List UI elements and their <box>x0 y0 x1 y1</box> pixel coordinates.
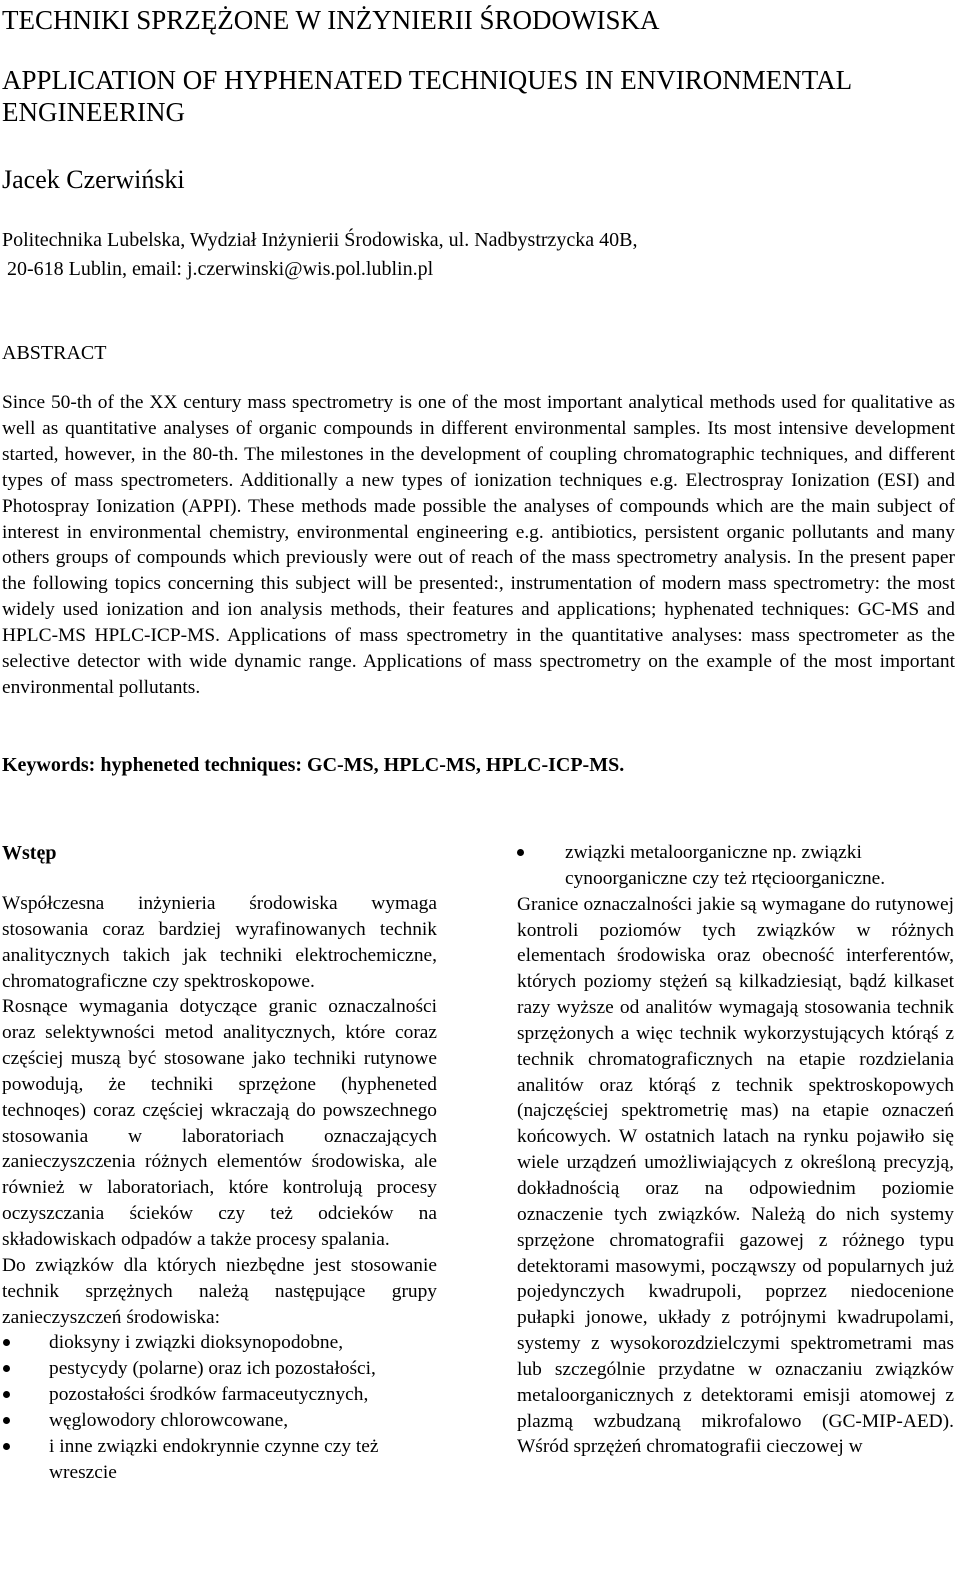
list-item: i inne związki endokrynnie czynne czy też wreszcie <box>2 1434 437 1486</box>
bullet-icon <box>3 1365 10 1372</box>
pollutant-list-continued <box>545 840 954 892</box>
list-item: pozostałości środków farmaceutycznych, <box>2 1382 437 1408</box>
intro-paragraph-3: Do związków dla których niezbędne jest stosowanie technik sprzężnych należą następujące grupy zanieczyszczeń środowiska: <box>2 1254 437 1328</box>
list-item: dioksyny i związki dioksynopodobne, <box>2 1330 437 1356</box>
intro-paragraph-1: Współczesna inżynieria środowiska wymaga stosowania coraz bardziej wyrafinowanych technik analitycznych takich jak techniki elektrochemiczne, chromatograficzne czy spektroskopowe. <box>2 893 437 992</box>
bullet-icon <box>3 1417 10 1424</box>
intro-paragraph-2: Rosnące wymagania dotyczące granic oznaczalności oraz selektywności metod analitycznych, które coraz częściej muszą być stosowane jako techniki rutynowe powodują, że techniki sprzężone (hypheneted technoqes) coraz częściej wkraczają do powszechnego stosowania w laboratoriach oznaczających zanieczyszczenia różnych elementów środowiska, ale również w laboratoriach, które kontrolują procesy oczyszczania ścieków czy też odcieków na składowiskach odpadów a także procesy spalania. <box>2 996 437 1250</box>
affiliation-line-1: Politechnika Lubelska, Wydział Inżynierii Środowiska, ul. Nadbystrzycka 40B, <box>2 229 638 251</box>
list-item: związki metaloorganiczne np. związki cynoorganiczne czy też rtęcioorganiczne. <box>517 840 954 892</box>
bullet-icon <box>3 1391 10 1398</box>
english-title: APPLICATION OF HYPHENATED TECHNIQUES IN ENVIRONMENTAL ENGINEERING <box>2 65 852 127</box>
pollutant-list <box>2 1330 437 1485</box>
affiliation-line-2: 20-618 Lublin, email: j.czerwinski@wis.pol.lublin.pl <box>2 258 434 280</box>
bullet-icon <box>517 849 524 856</box>
page-title: TECHNIKI SPRZĘŻONE W INŻYNIERII ŚRODOWISKA <box>2 5 660 35</box>
abstract-heading: ABSTRACT <box>2 342 107 364</box>
keywords: Keywords: hypheneted techniques: GC-MS, HPLC-MS, HPLC-ICP-MS. <box>2 754 625 776</box>
list-item: pestycydy (polarne) oraz ich pozostałości, <box>2 1356 437 1382</box>
section-heading: Wstęp <box>2 842 57 864</box>
bullet-icon <box>3 1339 10 1346</box>
list-item: węglowodory chlorowcowane, <box>2 1408 437 1434</box>
author-name: Jacek Czerwiński <box>2 165 185 194</box>
right-paragraph-1: Granice oznaczalności jakie są wymagane do rutynowej kontroli poziomów tych związków w różnych elementach środowiska oraz obecność interferentów, których poziomy stężeń są kilkadziesiąt, bądź kilkaset razy wyższe od analitów wymagają stosowania technik sprzężonych a więc technik wykorzystujących którąś z technik chromatograficznych na etapie rozdzielania analitów oraz którąś z technik spektroskopowych (najczęściej spektrometrię mas) na etapie oznaczeń końcowych. W ostatnich latach na rynku pojawiło się wiele urządzeń umożliwiających z określoną precyzją, dokładnością oraz na odpowiednim poziomie oznaczenie tych związków. Należą do nich systemy sprzężone chromatografii gazowej z różnego typu detektorami masowymi, począwszy od popularnych już pojedynczych kwadrupoli, poprzez niedocenione pułapki jonowe, układy z potrójnymi kwadrupolami, systemy z wysokorozdzielczymi spektrometrami mas lub szczególnie przydatne w oznaczaniu związków metaloorganicznych z detektorami emisji atomowej z plazmą wzbudzaną mikrofalowo (GC-MIP-AED). Wśród sprzężeń chromatografii cieczowej w <box>517 893 954 1458</box>
right-column <box>517 840 954 1460</box>
bullet-icon <box>3 1443 10 1450</box>
abstract-text: Since 50-th of the XX century mass spectrometry is one of the most important analytical methods used for qualitative as well as quantitative analyses of organic compounds in different environmental samples. Its most intensive development started, however, in the 80-th. The milestones in the development of coupling chromatographic techniques, and different types of mass spectrometers. Additionally a new types of ionization techniques e.g. Electrospray Ionization (ESI) and Photospray Ionization (APPI). These methods made possible the analyses of compounds which are the main subject of interest in environmental chemistry, environmental engineering e.g. antibiotics, persistent organic pollutants and many others groups of compounds which previously were out of reach of the mass spectrometry analysis. In the present paper the following topics concerning this subject will be presented:, instrumentation of modern mass spectrometry: the most widely used ionization and ion analysis methods, their features and applications; hyphenated techniques: GC-MS and HPLC-MS HPLC-ICP-MS. Applications of mass spectrometry in the quantitative analyses: mass spectrometer as the selective detector with wide dynamic range. Applications of mass spectrometry on the example of the most important environmental pollutants. <box>2 392 955 698</box>
left-column <box>2 840 437 1485</box>
affiliation <box>2 226 942 284</box>
